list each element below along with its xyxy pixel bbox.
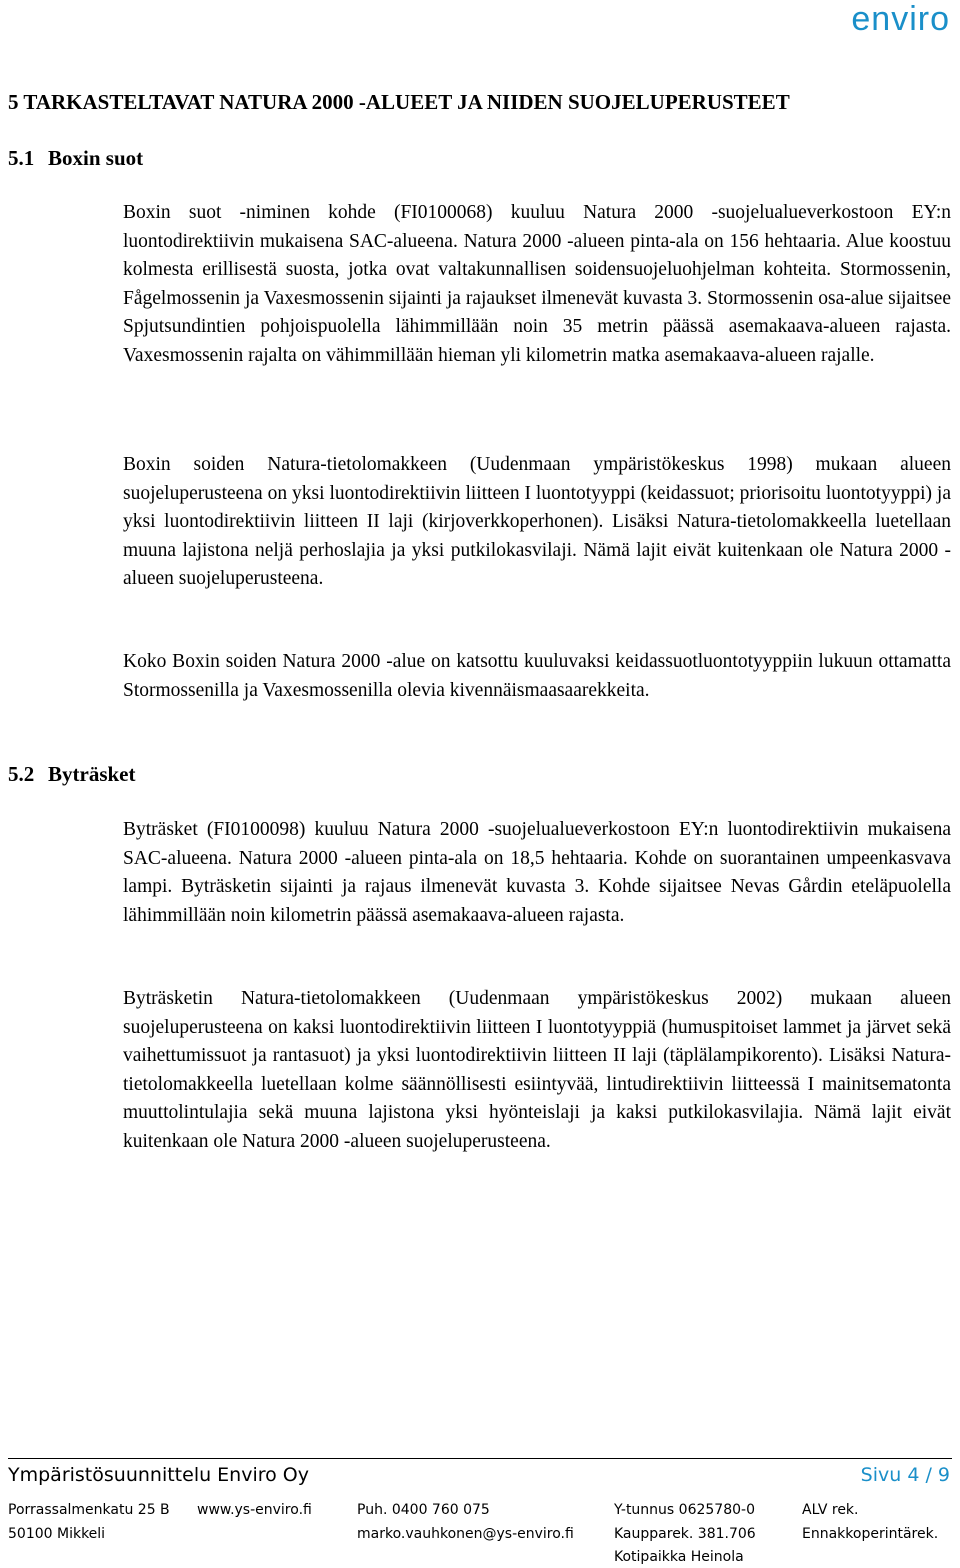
section-heading-5-2 <box>8 762 136 787</box>
footer-vat: ALV rek. <box>802 1502 859 1518</box>
paragraph: Byträsket (FI0100098) kuuluu Natura 2000 -suojelualueverkostoon EY:n luontodirektiivin mukaisena SAC-alueena. Natura 2000 -alueen pinta-ala on 18,5 hehtaaria. Kohde on suorantainen umpeenkasvava lampi. Byträsketin sijainti ja rajaus ilmenevät kuvasta 3. Kohde sijaitsee Nevas Gårdin eteläpuolella lähimmillään noin kilometrin päässä asemakaava-alueen rajasta. <box>123 819 951 926</box>
footer-email[interactable]: marko.vauhkonen@ys-enviro.fi <box>357 1526 574 1542</box>
footer-business-id: Y-tunnus 0625780-0 <box>614 1502 755 1518</box>
section-number: 5.2 <box>8 762 35 786</box>
page-number: Sivu 4 / 9 <box>860 1464 950 1486</box>
section-heading-5-1 <box>8 146 143 171</box>
footer-domicile: Kotipaikka Heinola <box>614 1549 744 1565</box>
section-title: Byträsket <box>48 762 136 786</box>
section-title: Boxin suot <box>48 146 144 170</box>
paragraph: Koko Boxin soiden Natura 2000 -alue on katsottu kuuluvaksi keidassuotluontotyyppiin lukuun ottamatta Stormossenilla ja Vaxesmossenilla olevia kivennäismaasaarekkeita. <box>123 651 951 701</box>
section-number: 5.1 <box>8 146 35 170</box>
enviro-logo: enviro <box>851 0 950 38</box>
footer-prepayment: Ennakkoperintärek. <box>802 1526 939 1542</box>
paragraph: Byträsketin Natura-tietolomakkeen (Uudenmaan ympäristökeskus 2002) mukaan alueen suojeluperusteena on kaksi luontodirektiivin liitteen I luontotyyppiä (humuspitoiset lammet ja järvet sekä vaihettumissuot ja rantasuot) ja yksi luontodirektiivin liitteen II laji (täplälampikorento). Lisäksi Natura-tietolomakkeella luetellaan kolme säännöllisesti esiintyvää, lintudirektiivin liitteessä I mainitsematonta muuttolintulajia sekä muuna lajistona yksi hyönteislaji ja kaksi putkilokasvilajia. Nämä lajit eivät kuitenkaan ole Natura 2000 -alueen suojeluperusteena. <box>123 988 951 1152</box>
footer-website[interactable]: www.ys-enviro.fi <box>197 1502 312 1518</box>
chapter-heading: 5 TARKASTELTAVAT NATURA 2000 -ALUEET JA NIIDEN SUOJELUPERUSTEET <box>8 90 790 114</box>
footer-phone: Puh. 0400 760 075 <box>357 1502 490 1518</box>
paragraph: Boxin suot -niminen kohde (FI0100068) kuuluu Natura 2000 -suojelualueverkostoon EY:n luontodirektiivin mukaisena SAC-alueena. Natura 2000 -alueen pinta-ala on 156 hehtaaria. Alue koostuu kolmesta erillisestä suosta, jotka ovat valtakunnallisen soidensuojeluohjelman kohteita. Stormossenin, Fågelmossenin ja Vaxesmossenin sijainti ja rajaukset ilmenevät kuvasta 3. Stormossenin osa-alue sijaitsee Spjutsundintien pohjoispuolella lähimmillään noin 35 metrin päässä asemakaava-alueen rajasta. Vaxesmossenin rajalta on vähimmillään hieman yli kilometrin matka asemakaava-alueen rajalle. <box>123 202 951 366</box>
footer-trade-register: Kaupparek. 381.706 <box>614 1526 756 1542</box>
footer-address: Porrassalmenkatu 25 B <box>8 1502 170 1518</box>
footer-company: Ympäristösuunnittelu Enviro Oy <box>8 1464 310 1486</box>
footer-city: 50100 Mikkeli <box>8 1526 106 1542</box>
footer-divider <box>8 1458 952 1459</box>
paragraph: Boxin soiden Natura-tietolomakkeen (Uudenmaan ympäristökeskus 1998) mukaan alueen suojeluperusteena on yksi luontodirektiivin liitteen I luontotyyppi (keidassuot; priorisoitu luontotyyppi) ja yksi luontodirektiivin liitteen II laji (kirjoverkkoperhonen). Lisäksi Natura-tietolomakkeella luetellaan muuna lajistona neljä perhoslajia ja yksi putkilokasvilaji. Nämä lajit eivät kuitenkaan ole Natura 2000 -alueen suojeluperusteena. <box>123 454 951 590</box>
